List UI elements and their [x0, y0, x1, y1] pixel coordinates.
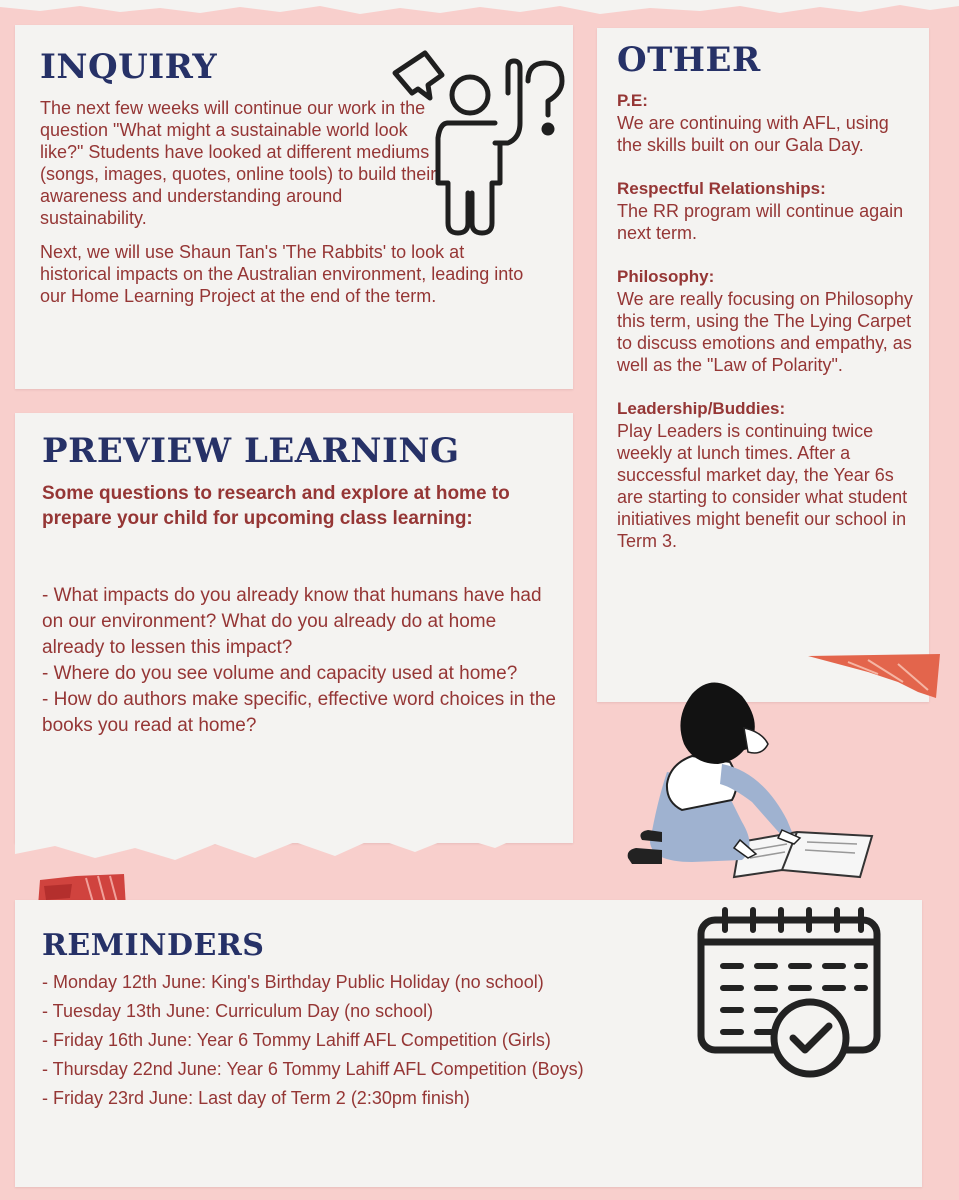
other-title: OTHER — [617, 40, 761, 80]
other-section-rr — [617, 178, 917, 244]
reminder-item: - Thursday 22nd June: Year 6 Tommy Lahiff AFL Competition (Boys) — [42, 1059, 584, 1079]
other-panel — [597, 28, 929, 702]
other-section-pe — [617, 90, 917, 156]
torn-paper-top — [0, 0, 959, 22]
other-body — [617, 90, 917, 574]
other-section-text: We are really focusing on Philosophy this term, using the The Lying Carpet to discuss emotions and empathy, as well as the "Law of Polarity". — [617, 289, 913, 375]
reminder-item: - Monday 12th June: King's Birthday Public Holiday (no school) — [42, 972, 544, 992]
torn-paper-edge — [15, 808, 573, 868]
inquiry-paragraph-1: The next few weeks will continue our work in the question "What might a sustainable world look like?" Students have looked at different mediums (songs, images, quotes, online tools) to build their awareness and understanding around sustainability. — [40, 98, 437, 228]
girl-reading-icon — [622, 672, 877, 882]
reminder-item: - Friday 16th June: Year 6 Tommy Lahiff AFL Competition (Girls) — [42, 1030, 551, 1050]
other-section-text: The RR program will continue again next term. — [617, 201, 904, 243]
other-section-heading: P.E: — [617, 91, 648, 110]
reminders-list — [42, 968, 584, 1113]
other-section-heading: Leadership/Buddies: — [617, 399, 786, 418]
inquiry-panel — [15, 25, 573, 389]
other-section-heading: Philosophy: — [617, 267, 715, 286]
reminders-title: REMINDERS — [42, 928, 265, 963]
preview-title: PREVIEW LEARNING — [42, 431, 460, 471]
preview-question: - Where do you see volume and capacity used at home? — [42, 663, 518, 684]
person-question-icon — [390, 43, 565, 243]
other-section-text: Play Leaders is continuing twice weekly at lunch times. After a successful market day, the Year 6s are starting to consider what student initiatives might benefit our school in Term 3. — [617, 421, 908, 551]
reminder-item: - Tuesday 13th June: Curriculum Day (no school) — [42, 1001, 434, 1021]
inquiry-paragraph-2: Next, we will use Shaun Tan's 'The Rabbits' to look at historical impacts on the Australian environment, leading into our Home Learning Project at the end of the term. — [40, 242, 524, 306]
preview-question: - How do authors make specific, effective word choices in the books you read at home? — [42, 689, 556, 736]
preview-intro: Some questions to research and explore at home to prepare your child for upcoming class learning: — [42, 483, 510, 529]
reminder-item: - Friday 23rd June: Last day of Term 2 (2:30pm finish) — [42, 1088, 470, 1108]
other-section-philosophy — [617, 266, 917, 376]
preview-panel — [15, 413, 573, 843]
preview-question: - What impacts do you already know that humans have had on our environment? What do you already do at home already to lessen this impact? — [42, 585, 542, 658]
inquiry-title: INQUIRY — [40, 47, 218, 87]
reminders-panel — [15, 900, 922, 1187]
preview-questions — [42, 583, 562, 739]
calendar-check-icon — [695, 906, 885, 1081]
other-section-heading: Respectful Relationships: — [617, 179, 826, 198]
other-section-text: We are continuing with AFL, using the skills built on our Gala Day. — [617, 113, 889, 155]
other-section-leadership — [617, 398, 917, 552]
